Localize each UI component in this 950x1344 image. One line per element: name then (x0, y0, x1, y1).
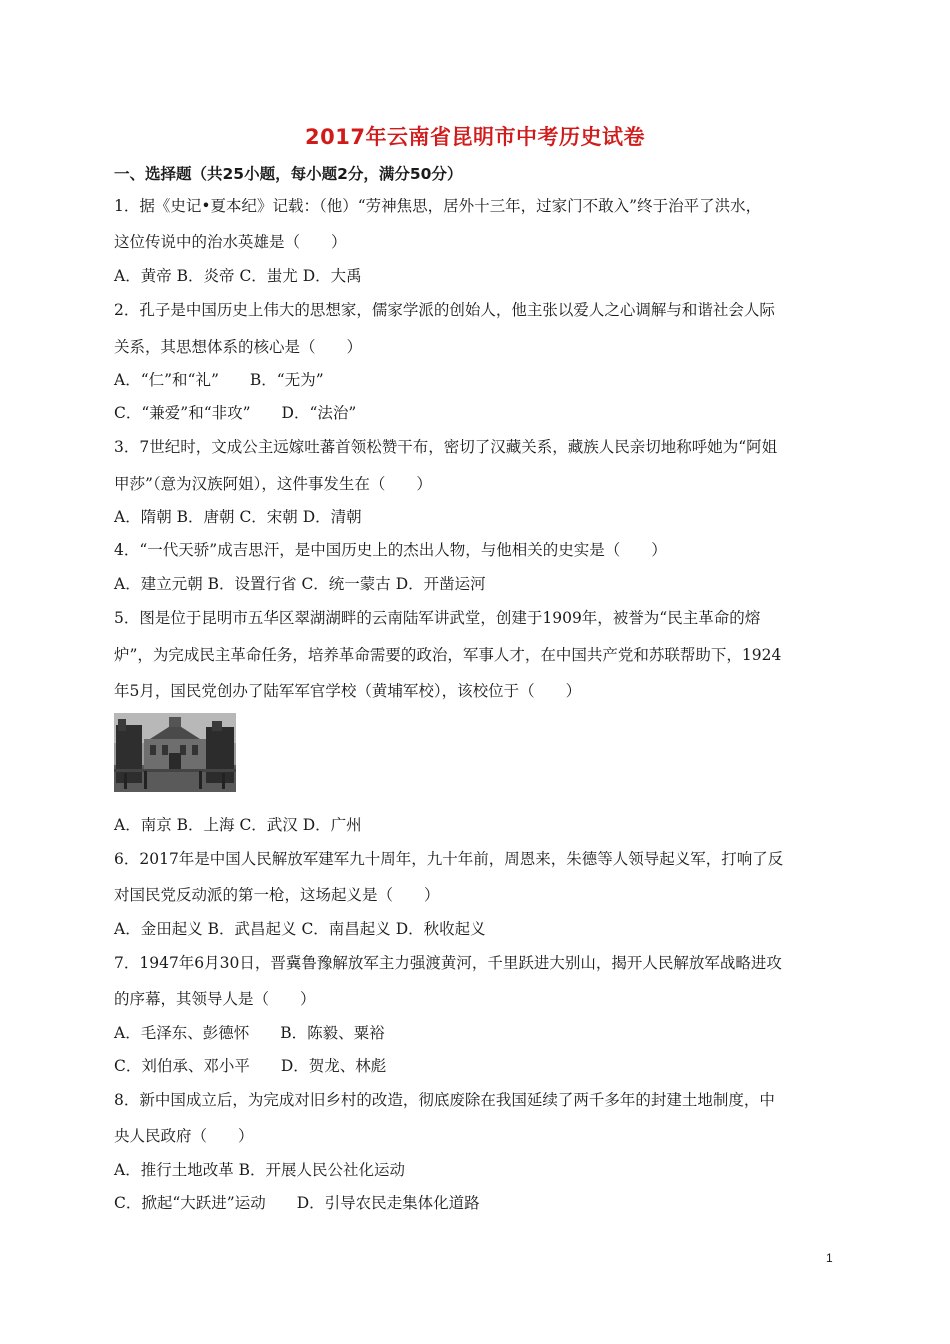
question-6-options: A．金田起义 B．武昌起义 C．南昌起义 D．秋收起义 (114, 920, 486, 938)
question-7-options-1: A．毛泽东、彭德怀 B．陈毅、粟裕 (114, 1024, 385, 1042)
question-8-line-2: 央人民政府（ ） (114, 1127, 254, 1145)
military-academy-photo (114, 713, 236, 792)
question-1-options: A．黄帝 B．炎帝 C．蚩尤 D．大禹 (114, 267, 362, 285)
question-2-options-2: C．“兼爱”和“非攻” D．“法治” (114, 404, 357, 422)
question-8-line-1: 8．新中国成立后，为完成对旧乡村的改造，彻底废除在我国延续了两千多年的封建土地制度，中 (114, 1091, 775, 1109)
question-7-line-2: 的序幕，其领导人是（ ） (114, 990, 316, 1008)
question-2-line-2: 关系，其思想体系的核心是（ ） (114, 338, 363, 356)
question-6-line-2: 对国民党反动派的第一枪，这场起义是（ ） (114, 886, 440, 904)
question-4-options: A．建立元朝 B．设置行省 C．统一蒙古 D．开凿运河 (114, 575, 486, 593)
question-2-line-1: 2．孔子是中国历史上伟大的思想家，儒家学派的创始人，他主张以爱人之心调解与和谐社会人际 (114, 301, 775, 319)
question-3-line-2: 甲莎”（意为汉族阿姐），这件事发生在（ ） (114, 475, 432, 493)
question-3-options: A．隋朝 B．唐朝 C．宋朝 D．清朝 (114, 508, 362, 526)
question-8-options-2: C．掀起“大跃进”运动 D．引导农民走集体化道路 (114, 1194, 480, 1212)
page-number: 1 (826, 1251, 833, 1265)
question-8-options-1: A．推行土地改革 B．开展人民公社化运动 (114, 1161, 406, 1179)
section-heading: 一、选择题（共25小题，每小题2分，满分50分） (114, 165, 463, 183)
question-5-line-3: 年5月，国民党创办了陆军军官学校（黄埔军校），该校位于（ ） (114, 682, 582, 700)
question-2-options-1: A．“仁”和“礼” B．“无为” (114, 371, 324, 389)
question-3-line-1: 3．7世纪时，文成公主远嫁吐蕃首领松赞干布，密切了汉藏关系，藏族人民亲切地称呼她为“阿姐 (114, 438, 778, 456)
question-4-line-1: 4．“一代天骄”成吉思汗，是中国历史上的杰出人物，与他相关的史实是（ ） (114, 541, 667, 559)
question-5-line-2: 炉”，为完成民主革命任务，培养革命需要的政治，军事人才，在中国共产党和苏联帮助下，1924 (114, 646, 782, 664)
question-5-line-1: 5．图是位于昆明市五华区翠湖湖畔的云南陆军讲武堂，创建于1909年，被誉为“民主革命的熔 (114, 609, 761, 627)
question-5-options: A．南京 B．上海 C．武汉 D．广州 (114, 816, 362, 834)
question-1-line-1: 1．据《史记•夏本纪》记载：（他）“劳神焦思，居外十三年，过家门不敢入”终于治平了洪水， (114, 197, 762, 215)
question-7-line-1: 7．1947年6月30日，晋冀鲁豫解放军主力强渡黄河，千里跃进大别山，揭开人民解放军战略进攻 (114, 954, 782, 972)
question-6-line-1: 6．2017年是中国人民解放军建军九十周年，九十年前，周恩来，朱德等人领导起义军，打响了反 (114, 850, 784, 868)
question-1-line-2: 这位传说中的治水英雄是（ ） (114, 233, 347, 251)
question-7-options-2: C．刘伯承、邓小平 D．贺龙、林彪 (114, 1057, 387, 1075)
exam-title: 2017年云南省昆明市中考历史试卷 (305, 125, 645, 149)
